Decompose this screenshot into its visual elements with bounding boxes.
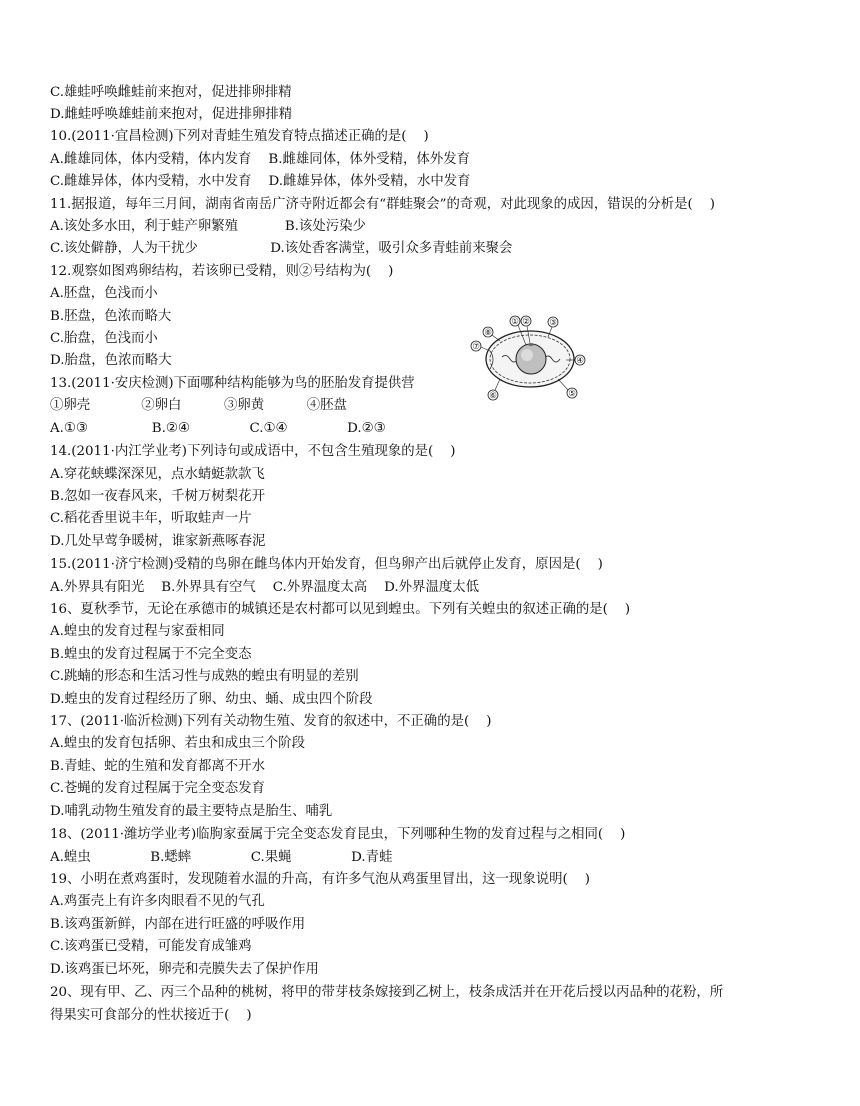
yolk-highlight	[521, 349, 533, 361]
question-13: 13.(2011·安庆检测)下面哪种结构能够为鸟的胚胎发育提供营	[50, 376, 415, 391]
question-11: 11.据报道，每年三月间，湖南省南岳广济寺附近都会有“群蛙聚会”的奇观，对此现象的成因，错误的分析是( )	[50, 197, 716, 212]
text-line: C.苍蝇的发育过程属于完全变态发育	[50, 781, 265, 796]
label-3-text: ③	[549, 318, 557, 328]
germinal-disc	[528, 343, 534, 346]
text-line: A.外界具有阳光 B.外界具有空气 C.外界温度太高 D.外界温度太低	[50, 580, 480, 595]
text-line: 得果实可食部分的性状接近于( )	[50, 1008, 252, 1023]
label-1-text: ①	[511, 317, 519, 327]
text-line: D.哺乳动物生殖发育的最主要特点是胎生、哺乳	[50, 804, 333, 819]
question-18: 18、(2011·潍坊学业考)临朐家蚕属于完全变态发育昆虫，下列哪种生物的发育过程与之相同( )	[50, 827, 626, 842]
question-14: 14.(2011·内江学业考)下列诗句或成语中，不包含生殖现象的是( )	[50, 444, 456, 459]
text-line: A.①③ B.②④ C.①④ D.②③	[50, 421, 386, 436]
text-line: A.蝗虫 B.蟋蟀 C.果蝇 D.青蛙	[50, 850, 393, 865]
text-line: A.蝗虫的发育过程与家蚕相同	[50, 624, 225, 639]
question-19: 19、小明在煮鸡蛋时，发现随着水温的升高，有许多气泡从鸡蛋里冒出，这一现象说明( )	[50, 872, 590, 887]
text-line: C.该处僻静，人为干扰少 D.该处香客满堂，吸引众多青蛙前来聚会	[50, 241, 513, 256]
text-line: C.稻花香里说丰年，听取蛙声一片	[50, 511, 252, 526]
question-16: 16、夏秋季节，无论在承德市的城镇还是农村都可以见到蝗虫。下列有关蝗虫的叙述正确的是( )	[50, 602, 631, 617]
label-5-text: ⑤	[568, 389, 576, 399]
label-6-text: ⑥	[489, 391, 497, 401]
text-line: B.青蛙、蛇的生殖和发育都离不开水	[50, 759, 265, 774]
text-line: D.蝗虫的发育过程经历了卵、幼虫、蛹、成虫四个阶段	[50, 692, 373, 707]
question-17: 17、(2011·临沂检测)下列有关动物生殖、发育的叙述中，不正确的是( )	[50, 714, 492, 729]
text-line: A.雌雄同体，体内受精，体内发育 B.雌雄同体，体外受精，体外发育	[50, 152, 470, 167]
question-15: 15.(2011·济宁检测)受精的鸟卵在雌鸟体内开始发育，但鸟卵产出后就停止发育，原因是( )	[50, 557, 603, 572]
text-line: D.胎盘，色浓而略大	[50, 353, 172, 368]
text-line: D.几处早莺争暖树，谁家新燕啄春泥	[50, 534, 266, 549]
text-line: A.该处多水田，利于蛙产卵繁殖 B.该处污染少	[50, 219, 366, 234]
text-line: B.忽如一夜春风来，千树万树梨花开	[50, 489, 265, 504]
question-20: 20、现有甲、乙、丙三个品种的桃树，将甲的带芽枝条嫁接到乙树上，枝条成活并在开花后授以丙品种的花粉，所	[50, 985, 724, 1000]
text-line: A.胚盘，色浅而小	[50, 286, 158, 301]
text-line: A.蝗虫的发育包括卵、若虫和成虫三个阶段	[50, 736, 305, 751]
text-line: A.穿花蛱蝶深深见，点水蜻蜓款款飞	[50, 467, 265, 482]
text-line: B.该鸡蛋新鲜，内部在进行旺盛的呼吸作用	[50, 917, 306, 932]
text-line: ①卵壳 ②卵白 ③卵黄 ④胚盘	[50, 398, 347, 413]
label-7-text: ⑦	[472, 342, 480, 352]
label-4-text: ④	[576, 356, 584, 366]
egg-structure-diagram	[466, 313, 590, 403]
text-line: B.蝗虫的发育过程属于不完全变态	[50, 647, 252, 662]
text-line: C.雄蛙呼唤雌蛙前来抱对，促进排卵排精	[50, 85, 292, 100]
text-line: C.跳蝻的形态和生活习性与成熟的蝗虫有明显的差别	[50, 669, 359, 684]
text-line: B.胚盘，色浓而略大	[50, 309, 172, 324]
text-line: A.鸡蛋壳上有许多肉眼看不见的气孔	[50, 894, 265, 909]
question-12: 12.观察如图鸡卵结构，若该卵已受精，则②号结构为( )	[50, 264, 394, 279]
text-line: D.雌蛙呼唤雄蛙前来抱对，促进排卵排精	[50, 107, 293, 122]
text-line: C.雌雄异体，体内受精，水中发育 D.雌雄异体，体外受精，水中发育	[50, 174, 471, 189]
question-10: 10.(2011·宜昌检测)下列对青蛙生殖发育特点描述正确的是( )	[50, 129, 429, 144]
text-line: C.胎盘，色浅而小	[50, 331, 158, 346]
label-8-text: ⑧	[484, 328, 492, 338]
label-2-text: ②	[522, 317, 530, 327]
text-line: C.该鸡蛋已受精，可能发育成雏鸡	[50, 939, 252, 954]
text-line: D.该鸡蛋已坏死，卵壳和壳膜失去了保护作用	[50, 962, 319, 977]
